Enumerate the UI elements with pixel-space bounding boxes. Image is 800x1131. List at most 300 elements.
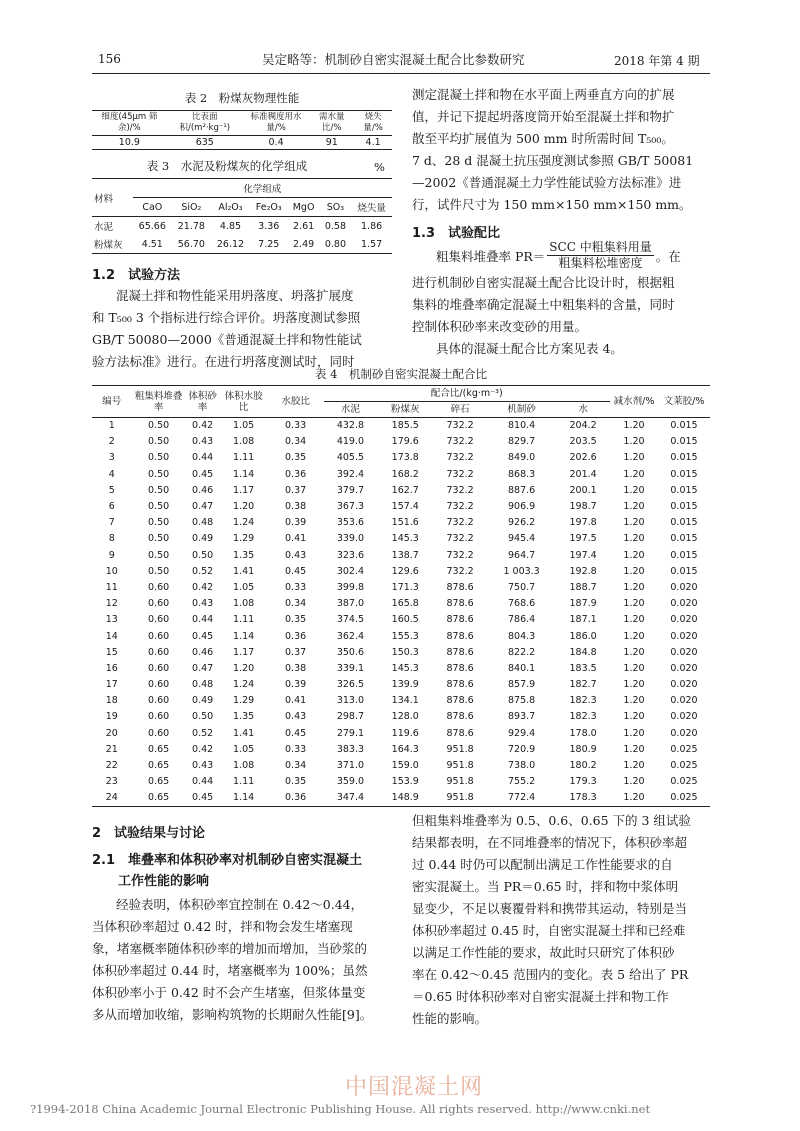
table-row bbox=[92, 644, 710, 660]
t4-h-msand: 机制砂 bbox=[507, 404, 536, 415]
t4-cell: 188.7 bbox=[569, 581, 597, 593]
rt-line-4: —2002《普通混凝土力学性能试验方法标准》进 bbox=[412, 175, 682, 190]
t4-cell: 0.44 bbox=[192, 614, 214, 626]
t3-row-name: 水泥 bbox=[94, 222, 114, 233]
s13-line-3: 具体的混凝土配合比方案见表 4。 bbox=[436, 341, 623, 356]
t4-cell: 1.20 bbox=[623, 517, 645, 529]
t4-cell: 0.60 bbox=[148, 598, 170, 610]
t4-cell: 1.05 bbox=[233, 420, 255, 432]
t4-cell: 0.42 bbox=[192, 581, 214, 593]
t4-cell: 822.2 bbox=[508, 646, 536, 658]
t4-cell: 180.9 bbox=[569, 743, 597, 755]
t4-cell: 1.20 bbox=[623, 420, 645, 432]
t4-h-wb: 水胶比 bbox=[268, 386, 324, 418]
t4-cell: 1.20 bbox=[623, 646, 645, 658]
t4-h-vs: 体积砂率 bbox=[186, 386, 220, 418]
t4-cell: 0.015 bbox=[670, 501, 698, 513]
t4-cell: 945.4 bbox=[508, 533, 536, 545]
t4-cell: 184.8 bbox=[569, 646, 597, 658]
t4-cell: 18 bbox=[105, 695, 118, 707]
t4-cell: 198.7 bbox=[569, 501, 597, 513]
t4-cell: 0.33 bbox=[285, 581, 307, 593]
t4-cell: 8 bbox=[108, 533, 115, 545]
t4-h-wr: 减水剂/% bbox=[610, 386, 658, 418]
t4-cell: 204.2 bbox=[569, 420, 597, 432]
t4-cell: 313.0 bbox=[336, 695, 365, 707]
t4-cell: 197.5 bbox=[569, 533, 597, 545]
t4-cell: 0.50 bbox=[148, 452, 170, 464]
watermark: 中国混凝土网 bbox=[345, 1075, 484, 1100]
t4-cell: 0.60 bbox=[148, 727, 170, 739]
table-row bbox=[92, 531, 710, 547]
t4-cell: 17 bbox=[105, 679, 118, 691]
section-2-1-left-text bbox=[92, 894, 394, 1026]
t4-cell: 0.020 bbox=[670, 711, 698, 723]
section-1-2-text bbox=[92, 285, 394, 373]
s21-heading-line-1: 工作性能的影响 bbox=[118, 874, 210, 889]
t4-cell: 0.60 bbox=[148, 662, 170, 674]
t4-cell: 1.20 bbox=[623, 484, 645, 496]
t4-cell: 200.1 bbox=[569, 484, 597, 496]
section-2-1-heading bbox=[92, 850, 394, 892]
t4-cell: 1.11 bbox=[233, 776, 255, 788]
t3-material-header: 材料 bbox=[92, 179, 133, 217]
t4-cell: 1.20 bbox=[623, 468, 645, 480]
t4-cell: 151.6 bbox=[391, 517, 419, 529]
section-1-3-heading: 1.3 试验配比 bbox=[412, 226, 501, 241]
t4-cell: 153.9 bbox=[391, 776, 419, 788]
t4-cell: 0.44 bbox=[192, 776, 214, 788]
formula-numerator: SCC 中粗集料用量 bbox=[549, 240, 652, 254]
rt-line-3: 7 d、28 d 混凝土抗压强度测试参照 GB/T 50081 bbox=[412, 153, 694, 168]
t4-cell: 738.0 bbox=[508, 760, 536, 772]
t4-cell: 16 bbox=[105, 662, 118, 674]
t3-cell: 7.25 bbox=[258, 238, 280, 250]
t3-cell: 2.61 bbox=[293, 220, 315, 232]
table-row bbox=[92, 450, 710, 466]
s12-line-2: GB/T 50080—2000《普通混凝土拌和物性能试 bbox=[92, 332, 362, 347]
table3-unit: % bbox=[374, 160, 385, 174]
t4-cell: 1.20 bbox=[623, 436, 645, 448]
t4-cell: 11 bbox=[105, 581, 118, 593]
t4-cell: 0.020 bbox=[670, 727, 698, 739]
t4-cell: 878.6 bbox=[446, 581, 474, 593]
section-2-heading: 2 试验结果与讨论 bbox=[92, 826, 206, 841]
t4-cell: 1.20 bbox=[623, 549, 645, 561]
t4-cell: 168.2 bbox=[391, 468, 419, 480]
t4-cell: 0.025 bbox=[670, 760, 698, 772]
t4-cell: 350.6 bbox=[336, 646, 365, 658]
t4-cell: 0.020 bbox=[670, 679, 698, 691]
t4-cell: 339.0 bbox=[336, 533, 365, 545]
t4-cell: 893.7 bbox=[508, 711, 536, 723]
table4 bbox=[92, 385, 710, 807]
t4-cell: 0.48 bbox=[192, 517, 214, 529]
t4-cell: 139.9 bbox=[391, 679, 419, 691]
t4-cell: 750.7 bbox=[508, 581, 536, 593]
t4-cell: 178.3 bbox=[569, 792, 597, 804]
t4-cell: 951.8 bbox=[446, 760, 474, 772]
t4-cell: 1.17 bbox=[233, 646, 255, 658]
table-row bbox=[92, 628, 710, 644]
t4-cell: 0.015 bbox=[670, 565, 698, 577]
t4-cell: 732.2 bbox=[446, 436, 474, 448]
t4-cell: 0.65 bbox=[148, 776, 170, 788]
t3-cell: 1.86 bbox=[361, 220, 383, 232]
t4-cell: 1.20 bbox=[623, 533, 645, 545]
table-row bbox=[92, 563, 710, 579]
t3-group-header: 化学组成 bbox=[133, 179, 392, 198]
page-number: 156 bbox=[98, 52, 121, 66]
section-1-2-heading: 1.2 试验方法 bbox=[92, 268, 181, 283]
t4-cell: 326.5 bbox=[336, 679, 365, 691]
t4-cell: 1.08 bbox=[233, 436, 255, 448]
t4-cell: 0.015 bbox=[670, 484, 698, 496]
t4-cell: 1.20 bbox=[623, 776, 645, 788]
t4-cell: 1.11 bbox=[233, 614, 255, 626]
t4-cell: 0.60 bbox=[148, 614, 170, 626]
t4-h-no: 编号 bbox=[92, 386, 132, 418]
t2-c3: 91 bbox=[325, 137, 338, 148]
t4-cell: 157.4 bbox=[391, 501, 419, 513]
t4-cell: 755.2 bbox=[508, 776, 536, 788]
t4-cell: 0.60 bbox=[148, 581, 170, 593]
t4-cell: 405.5 bbox=[336, 452, 365, 464]
t4-cell: 878.6 bbox=[446, 614, 474, 626]
t4-cell: 179.3 bbox=[569, 776, 597, 788]
t4-cell: 1.14 bbox=[233, 468, 255, 480]
s21-r-0: 但粗集料堆叠率为 0.5、0.6、0.65 下的 3 组试验 bbox=[412, 813, 691, 828]
t4-cell: 878.6 bbox=[446, 598, 474, 610]
t4-cell: 202.6 bbox=[569, 452, 597, 464]
table3-title: 表 3 水泥及粉煤灰的化学组成 bbox=[146, 159, 308, 173]
t4-cell: 768.6 bbox=[508, 598, 536, 610]
table-row bbox=[92, 547, 710, 563]
t4-cell: 23 bbox=[105, 776, 118, 788]
t4-cell: 840.1 bbox=[508, 662, 536, 674]
issue-label: 2018 年第 4 期 bbox=[614, 54, 700, 68]
t4-cell: 162.7 bbox=[391, 484, 419, 496]
t4-cell: 21 bbox=[105, 743, 118, 755]
table-row bbox=[92, 579, 710, 595]
t4-cell: 419.0 bbox=[336, 436, 365, 448]
t4-cell: 1.20 bbox=[623, 743, 645, 755]
t4-cell: 1 003.3 bbox=[503, 565, 540, 577]
t4-cell: 0.60 bbox=[148, 695, 170, 707]
t4-cell: 0.39 bbox=[285, 679, 307, 691]
table-row bbox=[92, 418, 710, 434]
t4-cell: 875.8 bbox=[508, 695, 536, 707]
s21-r-2: 过 0.44 时仍可以配制出满足工作性能要求的自 bbox=[412, 857, 673, 872]
t4-cell: 878.6 bbox=[446, 662, 474, 674]
t4-cell: 878.6 bbox=[446, 727, 474, 739]
t4-cell: 0.43 bbox=[192, 436, 214, 448]
t4-cell: 1.14 bbox=[233, 630, 255, 642]
t4-h-mix: 配合比/(kg·m⁻³) bbox=[324, 386, 610, 402]
t4-cell: 1.29 bbox=[233, 695, 255, 707]
t4-cell: 0.015 bbox=[670, 436, 698, 448]
table2 bbox=[92, 110, 392, 150]
t4-cell: 323.6 bbox=[336, 549, 365, 561]
t4-cell: 951.8 bbox=[446, 776, 474, 788]
t4-cell: 148.9 bbox=[391, 792, 419, 804]
t4-cell: 392.4 bbox=[336, 468, 365, 480]
t4-cell: 0.52 bbox=[192, 565, 214, 577]
t4-cell: 0.38 bbox=[285, 662, 307, 674]
header-rule bbox=[92, 73, 710, 74]
t4-cell: 383.3 bbox=[336, 743, 365, 755]
t4-cell: 186.0 bbox=[569, 630, 597, 642]
t4-cell: 0.015 bbox=[670, 452, 698, 464]
t4-cell: 24 bbox=[105, 792, 118, 804]
formula-lhs: 粗集料堆叠率 PR＝ bbox=[436, 248, 546, 264]
t4-cell: 1.24 bbox=[233, 517, 255, 529]
t4-cell: 0.020 bbox=[670, 630, 698, 642]
t4-cell: 732.2 bbox=[446, 452, 474, 464]
t4-cell: 339.1 bbox=[336, 662, 365, 674]
t4-cell: 15 bbox=[105, 646, 118, 658]
t4-cell: 165.8 bbox=[391, 598, 419, 610]
t4-cell: 1.20 bbox=[623, 695, 645, 707]
t4-cell: 1.05 bbox=[233, 581, 255, 593]
t3-cell: 1.57 bbox=[361, 238, 383, 250]
rt-line-1: 值，并记下提起坍落度筒开始至混凝土拌和物扩 bbox=[412, 109, 675, 124]
table3 bbox=[92, 178, 392, 254]
t4-cell: 353.6 bbox=[336, 517, 365, 529]
t2-c4: 4.1 bbox=[365, 137, 381, 148]
t3-cell: 4.85 bbox=[219, 220, 242, 232]
table-row bbox=[92, 434, 710, 450]
table-row bbox=[92, 677, 710, 693]
t4-cell: 732.2 bbox=[446, 420, 474, 432]
t4-cell: 0.45 bbox=[192, 630, 214, 642]
t3-cell: 2.49 bbox=[293, 238, 315, 250]
t4-cell: 0.50 bbox=[148, 436, 170, 448]
t4-cell: 0.020 bbox=[670, 598, 698, 610]
t3-col-6: 烧失量 bbox=[357, 203, 386, 214]
t4-h-pr: 粗集料堆叠率 bbox=[132, 386, 186, 418]
t4-cell: 22 bbox=[105, 760, 118, 772]
t4-cell: 128.0 bbox=[391, 711, 419, 723]
t4-cell: 2 bbox=[108, 436, 115, 448]
t4-cell: 192.8 bbox=[569, 565, 597, 577]
t4-cell: 0.50 bbox=[192, 549, 214, 561]
t4-cell: 0.015 bbox=[670, 549, 698, 561]
table2-title: 表 2 粉煤灰物理性能 bbox=[184, 91, 300, 105]
t4-h-cement: 水泥 bbox=[340, 404, 360, 415]
t4-cell: 868.3 bbox=[508, 468, 536, 480]
t4-cell: 0.65 bbox=[148, 760, 170, 772]
t4-cell: 10 bbox=[105, 565, 118, 577]
table-row bbox=[92, 515, 710, 531]
t4-cell: 1.20 bbox=[623, 760, 645, 772]
t4-cell: 720.9 bbox=[508, 743, 536, 755]
t4-cell: 0.34 bbox=[285, 598, 307, 610]
t4-cell: 0.65 bbox=[148, 792, 170, 804]
t4-cell: 857.9 bbox=[508, 679, 536, 691]
t4-cell: 182.3 bbox=[569, 711, 597, 723]
t4-cell: 1.20 bbox=[623, 581, 645, 593]
s21-heading-line-0: 2.1 堆叠率和体积砂率对机制砂自密实混凝土 bbox=[92, 853, 363, 868]
s21-r-5: 体积砂率超过 0.45 时，自密实混凝土拌和已经难 bbox=[412, 923, 686, 938]
t3-cell: 65.66 bbox=[138, 220, 166, 232]
t4-cell: 0.43 bbox=[285, 711, 307, 723]
rt-line-2: 散至平均扩展值为 500 mm 时所需时间 T₅₀₀。 bbox=[412, 131, 674, 146]
t4-cell: 1.20 bbox=[623, 501, 645, 513]
t4-cell: 145.3 bbox=[391, 533, 419, 545]
t4-cell: 0.65 bbox=[148, 743, 170, 755]
t4-cell: 1.20 bbox=[233, 501, 255, 513]
section-1-3-text bbox=[412, 272, 712, 360]
t4-cell: 926.2 bbox=[508, 517, 536, 529]
t3-col-5: SO₃ bbox=[326, 201, 345, 213]
t4-cell: 1.35 bbox=[233, 549, 255, 561]
t4-cell: 1.24 bbox=[233, 679, 255, 691]
t3-col-2: Al₂O₃ bbox=[218, 201, 243, 213]
t4-cell: 0.50 bbox=[148, 549, 170, 561]
t4-cell: 0.37 bbox=[285, 646, 307, 658]
t4-cell: 0.025 bbox=[670, 792, 698, 804]
t3-cell: 0.58 bbox=[324, 220, 347, 232]
t4-cell: 0.45 bbox=[192, 792, 214, 804]
t4-cell: 0.50 bbox=[148, 468, 170, 480]
t4-cell: 183.5 bbox=[569, 662, 597, 674]
t4-cell: 0.60 bbox=[148, 711, 170, 723]
t4-cell: 0.50 bbox=[148, 565, 170, 577]
t4-cell: 12 bbox=[105, 598, 118, 610]
t4-cell: 155.3 bbox=[391, 630, 419, 642]
table-row bbox=[92, 660, 710, 676]
t4-cell: 185.5 bbox=[391, 420, 419, 432]
t4-cell: 159.0 bbox=[391, 760, 419, 772]
t2-h2: 标准稠度用水量/% bbox=[250, 112, 302, 133]
t4-cell: 0.41 bbox=[285, 533, 307, 545]
pr-formula bbox=[436, 240, 681, 271]
t4-cell: 0.45 bbox=[192, 468, 214, 480]
t4-cell: 0.50 bbox=[192, 711, 214, 723]
rt-line-0: 测定混凝土拌和物在水平面上两垂直方向的扩展 bbox=[412, 87, 675, 102]
t4-cell: 197.4 bbox=[569, 549, 597, 561]
t3-col-4: MgO bbox=[292, 201, 315, 213]
t4-cell: 150.3 bbox=[391, 646, 419, 658]
table4-title: 表 4 机制砂自密实混凝土配合比 bbox=[315, 367, 487, 381]
t4-cell: 138.7 bbox=[391, 549, 419, 561]
t4-cell: 134.1 bbox=[391, 695, 419, 707]
t4-cell: 178.0 bbox=[569, 727, 597, 739]
t4-cell: 6 bbox=[108, 501, 115, 513]
t4-cell: 829.7 bbox=[508, 436, 536, 448]
t4-cell: 0.52 bbox=[192, 727, 214, 739]
formula-tail: 。在 bbox=[655, 248, 681, 264]
t4-cell: 0.015 bbox=[670, 533, 698, 545]
s21-r-1: 结果都表明，在不同堆叠率的情况下，体积砂率超 bbox=[412, 835, 688, 850]
t4-cell: 0.46 bbox=[192, 646, 214, 658]
t2-c2: 0.4 bbox=[268, 137, 284, 148]
s21-l-2: 象，堵塞概率随体积砂率的增加而增加，当砂浆的 bbox=[92, 941, 368, 956]
t4-cell: 964.7 bbox=[508, 549, 536, 561]
t3-cell: 26.12 bbox=[216, 238, 245, 250]
t4-cell: 0.47 bbox=[192, 501, 214, 513]
t4-cell: 0.36 bbox=[285, 792, 307, 804]
t4-cell: 14 bbox=[105, 630, 118, 642]
t4-cell: 367.3 bbox=[336, 501, 365, 513]
t4-cell: 362.4 bbox=[336, 630, 365, 642]
t4-cell: 203.5 bbox=[569, 436, 597, 448]
s21-r-7: 率在 0.42～0.45 范围内的变化。表 5 给出了 PR bbox=[412, 967, 689, 982]
t4-cell: 298.7 bbox=[336, 711, 365, 723]
t3-cell: 3.36 bbox=[258, 220, 280, 232]
s21-l-4: 体积砂率小于 0.42 时不会产生堵塞，但浆体量变 bbox=[92, 985, 366, 1000]
table-row bbox=[92, 790, 710, 806]
t4-cell: 0.39 bbox=[285, 517, 307, 529]
t4-cell: 732.2 bbox=[446, 484, 474, 496]
t4-h-gravel: 碎石 bbox=[450, 404, 470, 415]
t4-cell: 1.20 bbox=[233, 662, 255, 674]
t4-cell: 0.015 bbox=[670, 468, 698, 480]
t3-col-3: Fe₂O₃ bbox=[255, 201, 282, 213]
t4-cell: 145.3 bbox=[391, 662, 419, 674]
t4-cell: 1.14 bbox=[233, 792, 255, 804]
t2-c0: 10.9 bbox=[118, 137, 140, 148]
t4-cell: 0.50 bbox=[148, 533, 170, 545]
t4-cell: 347.4 bbox=[336, 792, 365, 804]
t4-cell: 0.45 bbox=[285, 565, 307, 577]
table-row bbox=[92, 693, 710, 709]
t4-cell: 279.1 bbox=[336, 727, 365, 739]
t4-cell: 0.44 bbox=[192, 452, 214, 464]
t4-cell: 0.35 bbox=[285, 776, 307, 788]
s13-line-0: 进行机制砂自密实混凝土配合比设计时，根据粗 bbox=[412, 275, 675, 290]
s21-r-3: 密实混凝土。当 PR＝0.65 时，拌和物中浆体明 bbox=[412, 879, 679, 894]
t4-cell: 20 bbox=[105, 727, 118, 739]
t4-cell: 1.41 bbox=[233, 565, 255, 577]
t4-cell: 0.50 bbox=[148, 420, 170, 432]
t4-cell: 182.3 bbox=[569, 695, 597, 707]
t4-cell: 0.49 bbox=[192, 695, 214, 707]
t4-cell: 387.0 bbox=[336, 598, 365, 610]
t4-cell: 187.1 bbox=[569, 614, 597, 626]
t4-cell: 951.8 bbox=[446, 743, 474, 755]
t4-cell: 119.6 bbox=[391, 727, 419, 739]
t4-cell: 0.33 bbox=[285, 743, 307, 755]
t4-cell: 7 bbox=[108, 517, 115, 529]
t4-cell: 878.6 bbox=[446, 646, 474, 658]
t4-cell: 0.43 bbox=[285, 549, 307, 561]
t4-cell: 187.9 bbox=[569, 598, 597, 610]
table-row bbox=[92, 774, 710, 790]
t4-cell: 1.20 bbox=[623, 792, 645, 804]
t4-cell: 0.020 bbox=[670, 581, 698, 593]
t4-cell: 182.7 bbox=[569, 679, 597, 691]
t4-cell: 399.8 bbox=[336, 581, 365, 593]
section-2-1-right-text bbox=[412, 810, 712, 1030]
t4-cell: 732.2 bbox=[446, 501, 474, 513]
t4-cell: 160.5 bbox=[391, 614, 419, 626]
t4-cell: 1.20 bbox=[623, 711, 645, 723]
t4-cell: 0.45 bbox=[285, 727, 307, 739]
t2-h3: 需水量比/% bbox=[318, 112, 345, 133]
t4-cell: 772.4 bbox=[508, 792, 536, 804]
table-row bbox=[92, 757, 710, 773]
t4-cell: 1.05 bbox=[233, 743, 255, 755]
t4-cell: 201.4 bbox=[569, 468, 597, 480]
t4-cell: 0.015 bbox=[670, 420, 698, 432]
t4-cell: 804.3 bbox=[508, 630, 536, 642]
rt-line-5: 行，试件尺寸为 150 mm×150 mm×150 mm。 bbox=[412, 197, 692, 212]
t4-cell: 0.41 bbox=[285, 695, 307, 707]
t2-c1: 635 bbox=[195, 137, 214, 148]
right-top-text bbox=[412, 84, 712, 216]
